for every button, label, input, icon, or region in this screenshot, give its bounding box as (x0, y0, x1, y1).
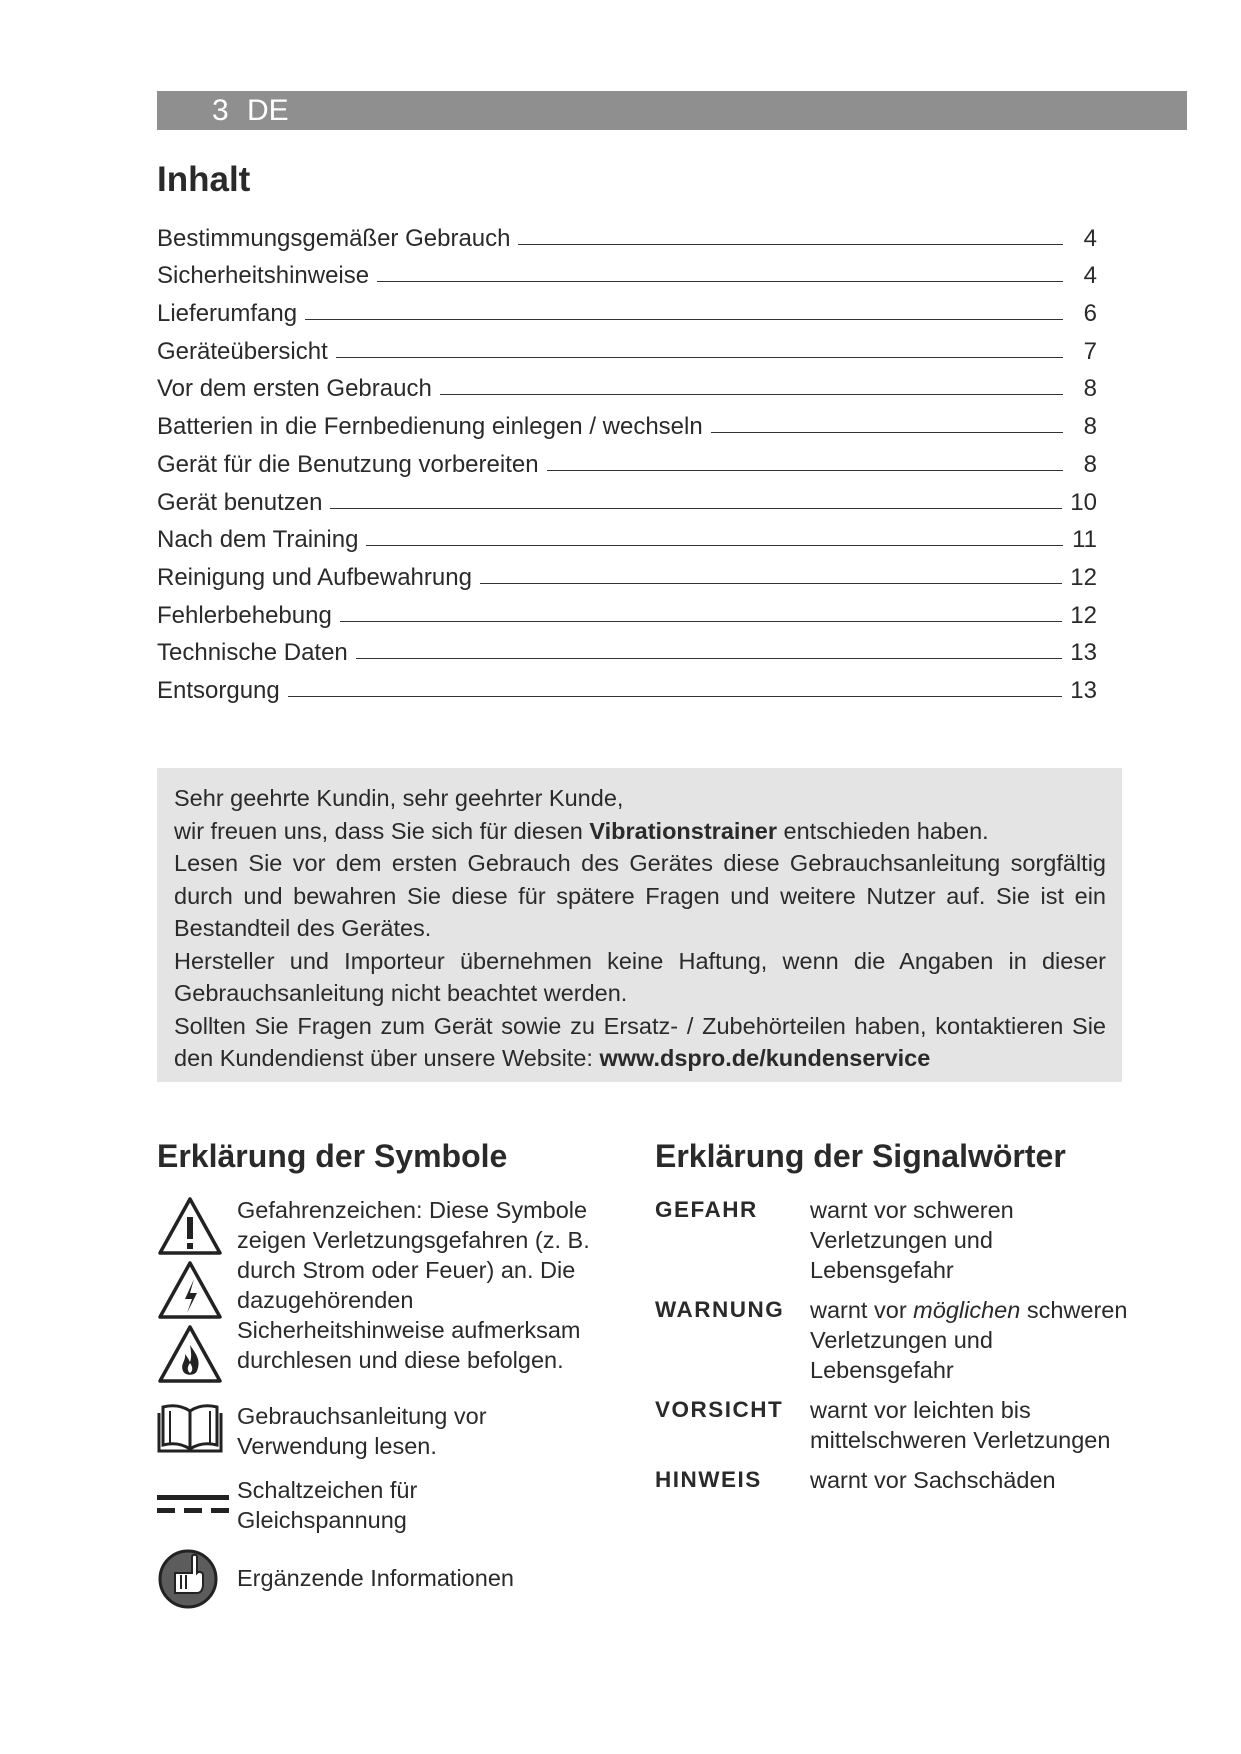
toc-entry[interactable] (157, 366, 1097, 404)
toc-leader (547, 470, 1063, 471)
toc-entry-label: Bestimmungsgemäßer Gebrauch (157, 224, 511, 252)
toc-leader (711, 432, 1063, 433)
toc-entry-label: Lieferumfang (157, 300, 298, 328)
toc-entry-label: Entsorgung (157, 676, 280, 704)
intro-greeting: Sehr geehrte Kundin, sehr geehrter Kunde, (174, 785, 624, 811)
symbol-info (157, 1549, 617, 1609)
page-number: 3 (212, 94, 229, 127)
info-text: Ergänzende Informationen (237, 1565, 514, 1591)
intro-line-text: entschieden haben. (783, 817, 989, 844)
signal-desc-emphasis: möglichen (913, 1297, 1021, 1323)
toc-title: Inhalt (157, 160, 251, 199)
toc-entry-page: 12 (1070, 601, 1097, 629)
signal-word-row (655, 1465, 1135, 1495)
toc-entry-label: Technische Daten (157, 639, 348, 667)
electric-hazard-icon (160, 1263, 220, 1317)
page-header-bar (157, 91, 1187, 130)
toc-entry-page: 8 (1083, 450, 1097, 478)
toc-leader (288, 696, 1063, 697)
toc-leader (518, 244, 1063, 245)
dc-text: Schaltzeichen für Gleichspannung (237, 1477, 418, 1533)
toc-entry-page: 12 (1070, 563, 1097, 591)
pointing-hand-icon (157, 1549, 223, 1609)
dc-voltage-icon (157, 1493, 229, 1517)
toc-entry-label: Reinigung und Aufbewahrung (157, 563, 472, 591)
toc-entry[interactable] (157, 667, 1097, 705)
signal-word: WARNUNG (655, 1297, 785, 1322)
signal-desc: warnt vor schweren Verletzungen und Lebensgefahr (810, 1197, 1014, 1283)
toc-entry-page: 8 (1083, 375, 1097, 403)
toc-entry[interactable] (157, 479, 1097, 517)
toc-entry-label: Sicherheitshinweise (157, 262, 370, 290)
signal-word: HINWEIS (655, 1467, 762, 1492)
symbol-hazard (157, 1195, 617, 1385)
website-link[interactable]: www.dspro.de/kundenservice (599, 1045, 931, 1071)
manual-text: Gebrauchsanleitung vor Verwendung lesen. (237, 1403, 487, 1459)
signal-desc: warnt vor leichten bis mittelschweren Verletzungen (810, 1397, 1111, 1453)
toc-entry[interactable] (157, 290, 1097, 328)
intro-paragraph: Hersteller und Importeur übernehmen keine Haftung, wenn die Angaben in dieser Gebrauchsanleitung nicht beachtet werden. (174, 947, 1106, 1006)
toc-entry-label: Fehlerbehebung (157, 601, 332, 629)
toc-entry-label: Geräteübersicht (157, 337, 328, 365)
fire-hazard-icon (160, 1327, 220, 1381)
toc-leader (356, 658, 1063, 659)
symbols-title: Erklärung der Symbole (157, 1138, 508, 1174)
signal-word-row (655, 1295, 1135, 1385)
book-icon (157, 1399, 223, 1455)
toc-leader (336, 357, 1063, 358)
signal-word: GEFAHR (655, 1197, 758, 1222)
toc-entry-page: 10 (1070, 488, 1097, 516)
toc-entry[interactable] (157, 630, 1097, 668)
toc-entry[interactable] (157, 215, 1097, 253)
hazard-icons (157, 1195, 223, 1385)
symbol-dc (157, 1475, 617, 1535)
toc-entry-page: 8 (1083, 413, 1097, 441)
toc-leader (305, 319, 1063, 320)
toc-entry-label: Nach dem Training (157, 526, 359, 554)
signal-desc: warnt vor Sachschäden (810, 1467, 1056, 1493)
intro-line (174, 815, 1106, 848)
toc-leader (340, 621, 1062, 622)
toc-entry[interactable] (157, 403, 1097, 441)
toc-entry[interactable] (157, 517, 1097, 555)
warning-triangle-icon (160, 1199, 220, 1253)
intro-line-text: wir freuen uns, dass Sie sich für diesen (174, 817, 583, 844)
toc-entry[interactable] (157, 328, 1097, 366)
table-of-contents (157, 215, 1097, 705)
toc-entry-label: Batterien in die Fernbedienung einlegen / wechseln (157, 413, 703, 441)
signal-desc (810, 1295, 1135, 1385)
signal-word-row (655, 1195, 1135, 1285)
intro-paragraph: Lesen Sie vor dem ersten Gebrauch des Gerätes diese Gebrauchsanleitung sorgfältig durch und bewahren Sie diese für spätere Fragen und weitere Nutzer auf. Sie ist ein Bestandteil des Gerätes. (174, 850, 1106, 941)
toc-entry-page: 13 (1070, 676, 1097, 704)
signal-desc-text: warnt vor (810, 1297, 907, 1323)
toc-entry-label: Vor dem ersten Gebrauch (157, 375, 432, 403)
toc-leader (366, 545, 1063, 546)
toc-entry-page: 4 (1083, 224, 1097, 252)
signal-desc-text: schweren Verletzungen und Lebensgefahr (810, 1297, 1128, 1383)
toc-entry[interactable] (157, 554, 1097, 592)
toc-entry-label: Gerät benutzen (157, 488, 323, 516)
intro-paragraph (174, 1010, 1106, 1075)
toc-leader (440, 394, 1063, 395)
language-code: DE (247, 94, 289, 127)
toc-entry[interactable] (157, 592, 1097, 630)
symbols-list (157, 1195, 617, 1623)
intro-box (157, 768, 1122, 1082)
signal-word: VORSICHT (655, 1397, 784, 1422)
toc-entry-page: 7 (1083, 337, 1097, 365)
intro-contact-text: Sollten Sie Fragen zum Gerät sowie zu Ersatz- / Zubehörteilen haben, kontaktieren Sie den Kundendienst über unsere Website: (174, 1012, 1106, 1071)
product-name: Vibrationstrainer (589, 817, 777, 844)
toc-entry-label: Gerät für die Benutzung vorbereiten (157, 450, 539, 478)
signal-words-list (655, 1195, 1135, 1505)
toc-entry-page: 4 (1083, 262, 1097, 290)
toc-leader (377, 281, 1063, 282)
signal-word-row (655, 1395, 1135, 1455)
signal-words-title: Erklärung der Signalwörter (655, 1138, 1066, 1174)
toc-entry-page: 13 (1070, 639, 1097, 667)
hazard-text: Gefahrenzeichen: Diese Symbole zeigen Verletzungsgefahren (z. B. durch Strom oder Feuer) an. Die dazugehörenden Sicherheitshinweise aufmerksam durchlesen und diese befolgen. (237, 1197, 590, 1373)
symbol-manual (157, 1399, 617, 1461)
toc-leader (480, 583, 1062, 584)
toc-entry[interactable] (157, 253, 1097, 291)
toc-entry-page: 11 (1072, 526, 1097, 554)
toc-entry-page: 6 (1083, 300, 1097, 328)
toc-entry[interactable] (157, 441, 1097, 479)
toc-leader (330, 508, 1062, 509)
